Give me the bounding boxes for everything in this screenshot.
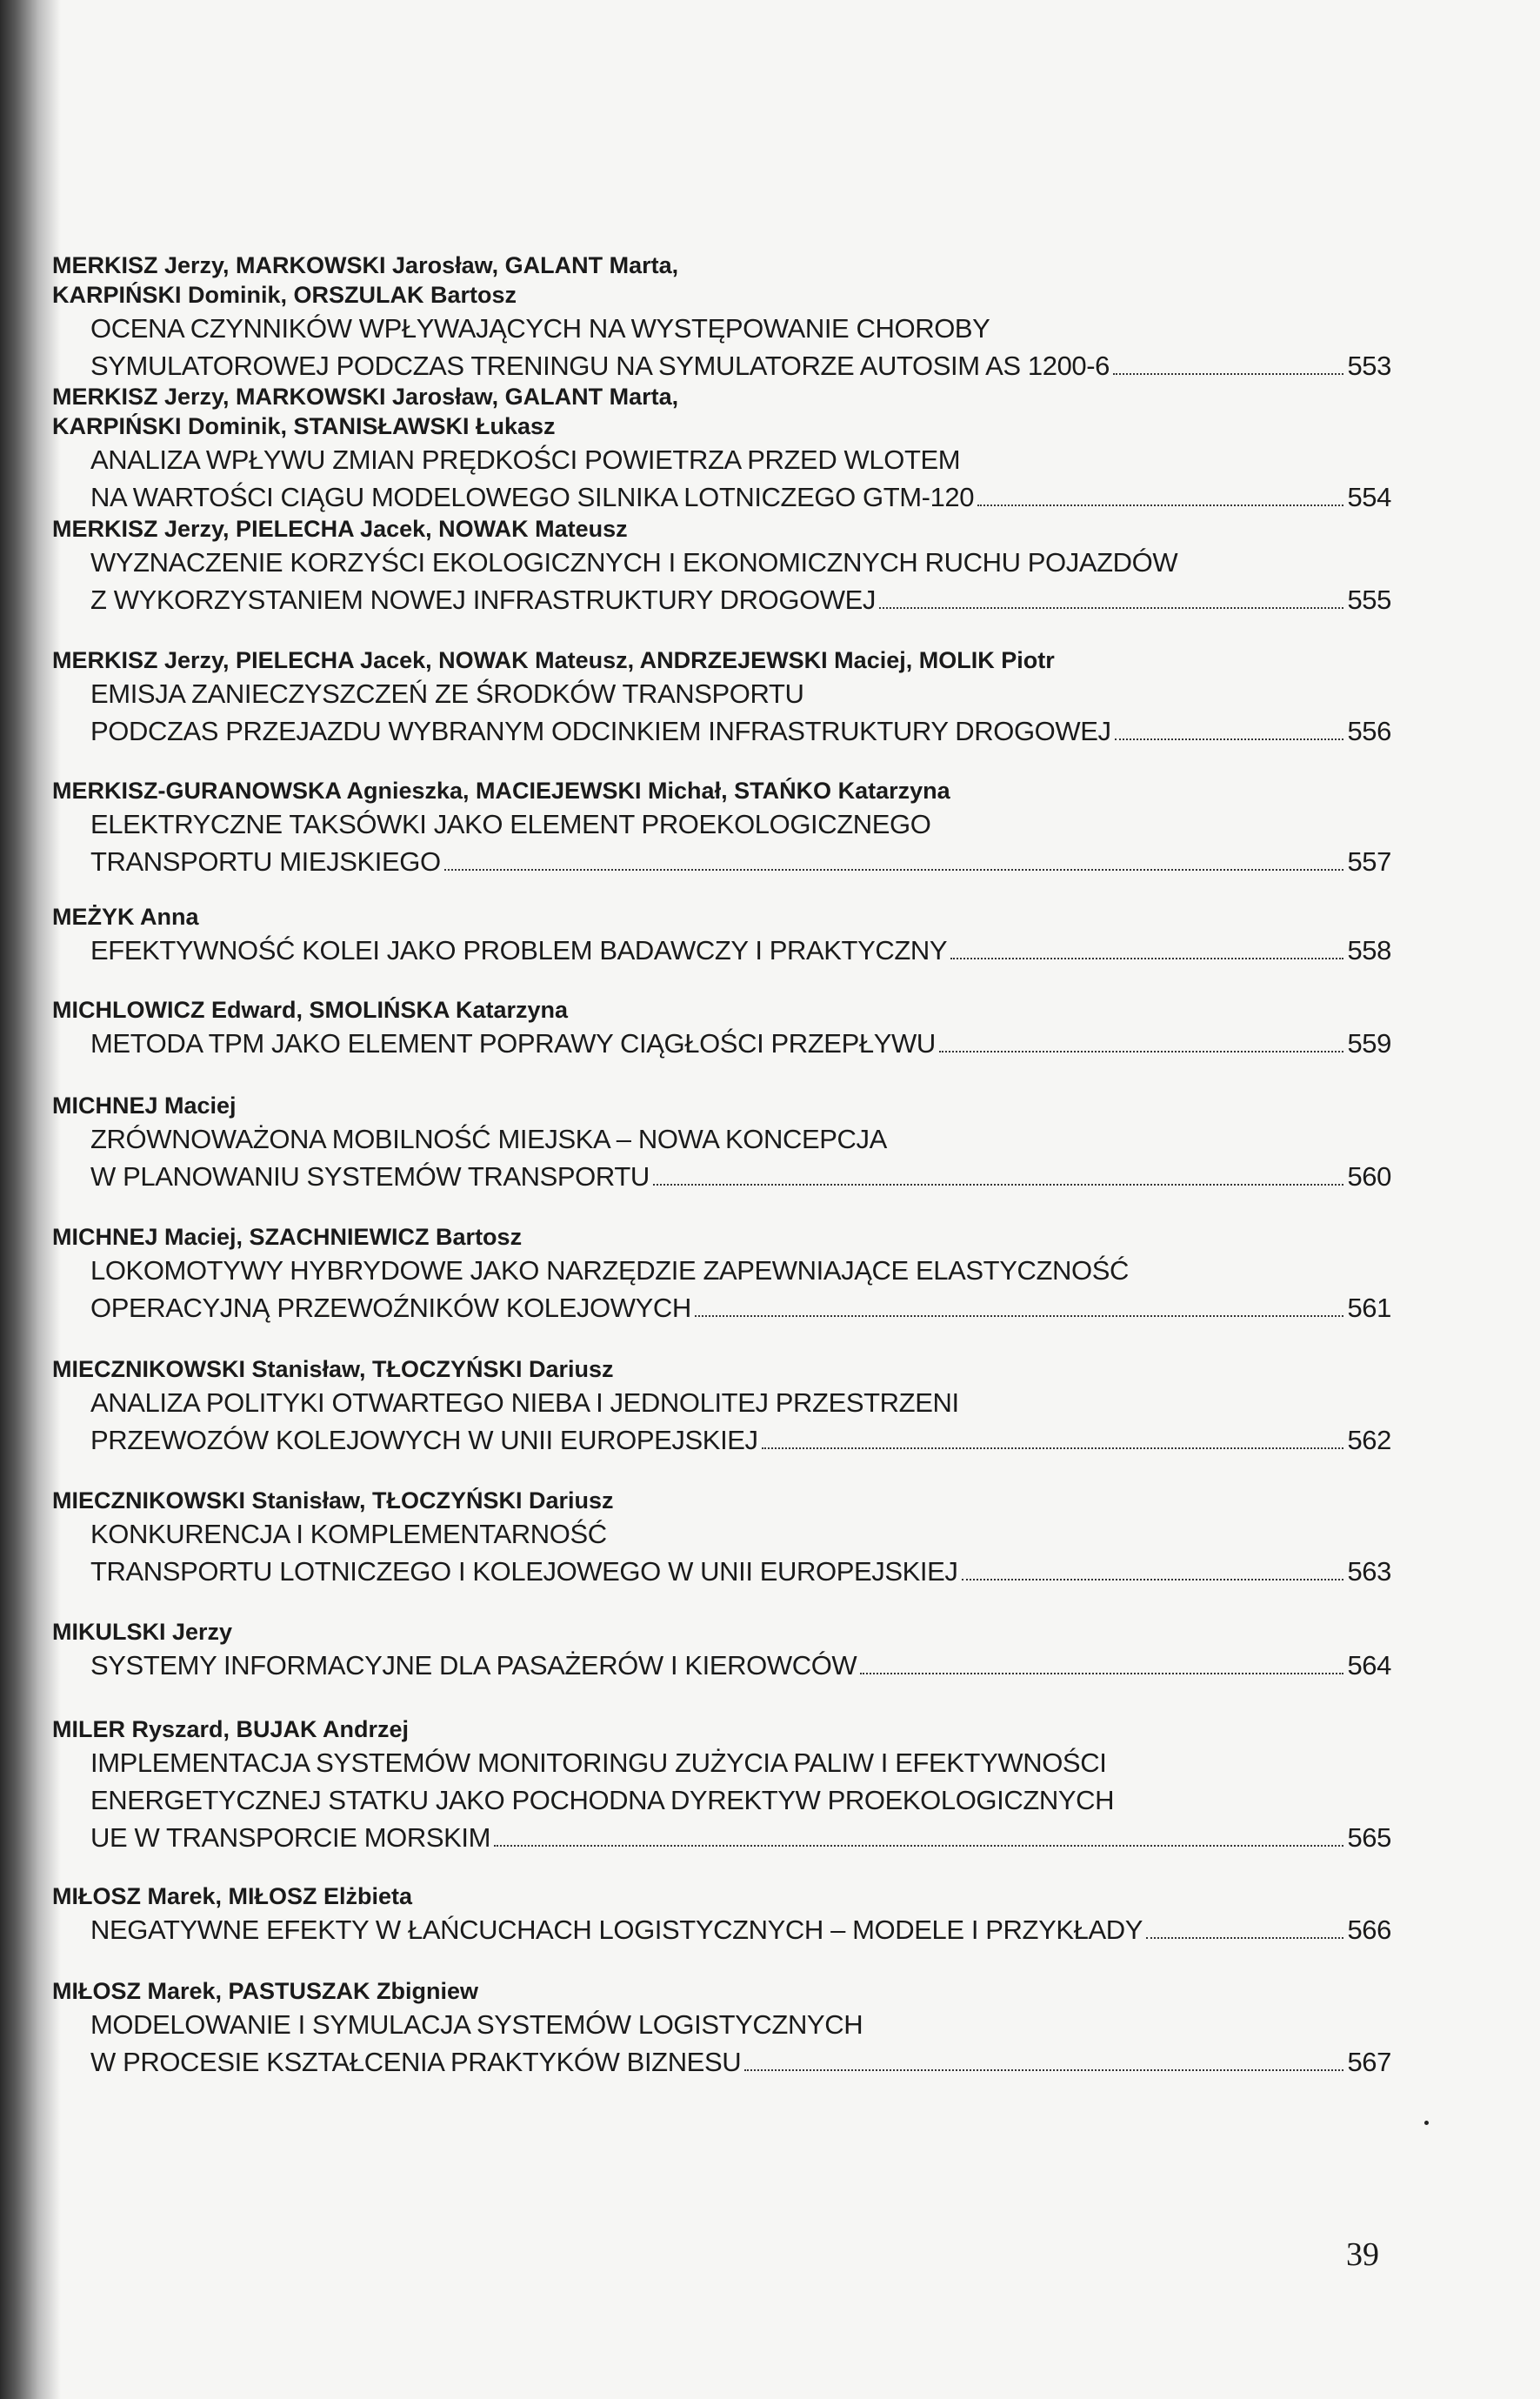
- toc-title-last-line: [52, 1647, 1391, 1684]
- toc-page-number: 553: [1347, 351, 1391, 381]
- toc-entry: [52, 1714, 1391, 1856]
- ink-dot: [1424, 2121, 1429, 2125]
- toc-entry: [52, 514, 1391, 618]
- toc-title-last-line: [52, 712, 1391, 750]
- toc-page-number: 567: [1347, 2047, 1391, 2077]
- page-number: 39: [1346, 2236, 1379, 2273]
- toc-title: NEGATYWNE EFEKTY W ŁAŃCUCHACH LOGISTYCZNYCH – MODELE I PRZYKŁADY: [90, 1915, 1143, 1945]
- toc-page-number: 561: [1347, 1293, 1391, 1323]
- toc-authors: MICHLOWICZ Edward, SMOLIŃSKA Katarzyna: [52, 997, 569, 1023]
- toc-page-number: 557: [1347, 846, 1391, 877]
- toc-entry: [52, 1617, 1391, 1684]
- toc-authors: MILER Ryszard, BUJAK Andrzej: [52, 1716, 410, 1742]
- toc-title: OPERACYJNĄ PRZEWOŹNIKÓW KOLEJOWYCH: [90, 1293, 691, 1323]
- toc-title: TRANSPORTU LOTNICZEGO I KOLEJOWEGO W UNII EUROPEJSKIEJ: [90, 1556, 958, 1587]
- dot-leader: [1113, 373, 1343, 375]
- toc-title: UE W TRANSPORCIE MORSKIM: [90, 1822, 491, 1853]
- toc-title: ANALIZA WPŁYWU ZMIAN PRĘDKOŚCI POWIETRZA PRZED WLOTEM: [90, 444, 961, 475]
- dot-leader: [977, 505, 1343, 506]
- dot-leader: [939, 1051, 1344, 1052]
- toc-title: NA WARTOŚCI CIĄGU MODELOWEGO SILNIKA LOTNICZEGO GTM-120: [90, 482, 975, 512]
- toc-authors: MERKISZ Jerzy, PIELECHA Jacek, NOWAK Mateusz, ANDRZEJEWSKI Maciej, MOLIK Piotr: [52, 647, 1055, 673]
- toc-authors: MERKISZ Jerzy, PIELECHA Jacek, NOWAK Mateusz: [52, 516, 628, 542]
- toc-page-number: 565: [1347, 1822, 1391, 1853]
- toc-page-number: 556: [1347, 716, 1391, 746]
- toc-title-last-line: [52, 2043, 1391, 2081]
- toc-title-last-line: [52, 1421, 1391, 1459]
- toc-title: TRANSPORTU MIEJSKIEGO: [90, 846, 441, 877]
- toc-title: SYMULATOROWEJ PODCZAS TRENINGU NA SYMULATORZE AUTOSIM AS 1200-6: [90, 351, 1110, 381]
- toc-title: OCENA CZYNNIKÓW WPŁYWAJĄCYCH NA WYSTĘPOWANIE CHOROBY: [90, 313, 990, 344]
- toc-entry: [52, 1976, 1391, 2081]
- toc-title: IMPLEMENTACJA SYSTEMÓW MONITORINGU ZUŻYCIA PALIW I EFEKTYWNOŚCI: [90, 1747, 1107, 1778]
- toc-entry: [52, 776, 1391, 880]
- toc-title: KONKURENCJA I KOMPLEMENTARNOŚĆ: [90, 1519, 607, 1549]
- toc-title: PRZEWOZÓW KOLEJOWYCH W UNII EUROPEJSKIEJ: [90, 1425, 758, 1455]
- toc-title: ELEKTRYCZNE TAKSÓWKI JAKO ELEMENT PROEKOLOGICZNEGO: [90, 809, 931, 839]
- toc-entry: [52, 645, 1391, 750]
- toc-title-last-line: [52, 581, 1391, 618]
- dot-leader: [744, 2069, 1343, 2071]
- toc-authors: MEŻYK Anna: [52, 904, 199, 930]
- toc-authors: MIKULSKI Jerzy: [52, 1619, 233, 1645]
- toc-page-number: 560: [1347, 1161, 1391, 1192]
- toc-authors: MICHNEJ Maciej, SZACHNIEWICZ Bartosz: [52, 1224, 523, 1250]
- toc-page-number: 563: [1347, 1556, 1391, 1587]
- toc-title: METODA TPM JAKO ELEMENT POPRAWY CIĄGŁOŚCI PRZEPŁYWU: [90, 1028, 936, 1059]
- toc-entry: [52, 1222, 1391, 1326]
- dot-leader: [695, 1315, 1344, 1317]
- toc-entry: [52, 1881, 1391, 1948]
- dot-leader: [1146, 1937, 1343, 1939]
- toc-page-number: 566: [1347, 1915, 1391, 1945]
- toc-title: Z WYKORZYSTANIEM NOWEJ INFRASTRUKTURY DROGOWEJ: [90, 585, 877, 615]
- toc-authors: KARPIŃSKI Dominik, ORSZULAK Bartosz: [52, 282, 517, 308]
- toc-title: SYSTEMY INFORMACYJNE DLA PASAŻERÓW I KIEROWCÓW: [90, 1650, 857, 1681]
- toc-title: W PLANOWANIU SYSTEMÓW TRANSPORTU: [90, 1161, 650, 1192]
- toc-title: MODELOWANIE I SYMULACJA SYSTEMÓW LOGISTYCZNYCH: [90, 2009, 863, 2040]
- toc-authors: MERKISZ Jerzy, MARKOWSKI Jarosław, GALANT Marta,: [52, 384, 679, 410]
- toc-title: EFEKTYWNOŚĆ KOLEI JAKO PROBLEM BADAWCZY I PRAKTYCZNY: [90, 935, 948, 966]
- toc-title-last-line: [52, 347, 1391, 384]
- toc-entry: [52, 902, 1391, 969]
- toc-entry: [52, 251, 1391, 384]
- dot-leader: [962, 1579, 1344, 1580]
- toc-authors: MIŁOSZ Marek, MIŁOSZ Elżbieta: [52, 1883, 413, 1909]
- toc-entry: [52, 1091, 1391, 1195]
- dot-leader: [653, 1184, 1344, 1186]
- toc-page-number: 558: [1347, 935, 1391, 966]
- toc-entry: [52, 382, 1391, 516]
- toc-title-last-line: [52, 1819, 1391, 1856]
- toc-authors: MERKISZ-GURANOWSKA Agnieszka, MACIEJEWSKI Michał, STAŃKO Katarzyna: [52, 778, 950, 804]
- toc-title: PODCZAS PRZEJAZDU WYBRANYM ODCINKIEM INFRASTRUKTURY DROGOWEJ: [90, 716, 1111, 746]
- toc-title-last-line: [52, 1158, 1391, 1195]
- toc-title: ANALIZA POLITYKI OTWARTEGO NIEBA I JEDNOLITEJ PRZESTRZENI: [90, 1387, 959, 1418]
- toc-authors: MIECZNIKOWSKI Stanisław, TŁOCZYŃSKI Dariusz: [52, 1356, 614, 1382]
- toc-title: EMISJA ZANIECZYSZCZEŃ ZE ŚRODKÓW TRANSPORTU: [90, 678, 804, 709]
- toc-authors: MICHNEJ Maciej: [52, 1093, 237, 1119]
- toc-page-number: 555: [1347, 585, 1391, 615]
- toc-title-last-line: [52, 1289, 1391, 1326]
- toc-title-last-line: [52, 1553, 1391, 1590]
- dot-leader: [762, 1447, 1344, 1449]
- dot-leader: [879, 607, 1343, 609]
- toc-title-last-line: [52, 932, 1391, 969]
- toc-title: LOKOMOTYWY HYBRYDOWE JAKO NARZĘDZIE ZAPEWNIAJĄCE ELASTYCZNOŚĆ: [90, 1255, 1129, 1286]
- toc-entry: [52, 995, 1391, 1062]
- dot-leader: [444, 869, 1344, 871]
- toc-title: WYZNACZENIE KORZYŚCI EKOLOGICZNYCH I EKONOMICZNYCH RUCHU POJAZDÓW: [90, 547, 1178, 578]
- toc-title-last-line: [52, 843, 1391, 880]
- toc-title-last-line: [52, 1025, 1391, 1062]
- toc-page-number: 559: [1347, 1028, 1391, 1059]
- dot-leader: [860, 1673, 1343, 1674]
- toc-entry: [52, 1354, 1391, 1459]
- toc-title: ZRÓWNOWAŻONA MOBILNOŚĆ MIEJSKA – NOWA KONCEPCJA: [90, 1124, 887, 1154]
- dot-leader: [494, 1845, 1343, 1847]
- toc-authors: MERKISZ Jerzy, MARKOWSKI Jarosław, GALANT Marta,: [52, 252, 679, 278]
- dot-leader: [1115, 738, 1344, 740]
- toc-title-last-line: [52, 478, 1391, 516]
- toc-page-number: 554: [1347, 482, 1391, 512]
- toc-authors: KARPIŃSKI Dominik, STANISŁAWSKI Łukasz: [52, 413, 556, 439]
- toc-authors: MIŁOSZ Marek, PASTUSZAK Zbigniew: [52, 1978, 479, 2004]
- toc-title-last-line: [52, 1911, 1391, 1948]
- toc-authors: MIECZNIKOWSKI Stanisław, TŁOCZYŃSKI Dariusz: [52, 1487, 614, 1514]
- toc-title: ENERGETYCZNEJ STATKU JAKO POCHODNA DYREKTYW PROEKOLOGICZNYCH: [90, 1785, 1115, 1815]
- toc-page-number: 562: [1347, 1425, 1391, 1455]
- toc-title: W PROCESIE KSZTAŁCENIA PRAKTYKÓW BIZNESU: [90, 2047, 742, 2077]
- dot-leader: [950, 958, 1343, 959]
- toc-page-number: 564: [1347, 1650, 1391, 1681]
- toc-entry: [52, 1486, 1391, 1590]
